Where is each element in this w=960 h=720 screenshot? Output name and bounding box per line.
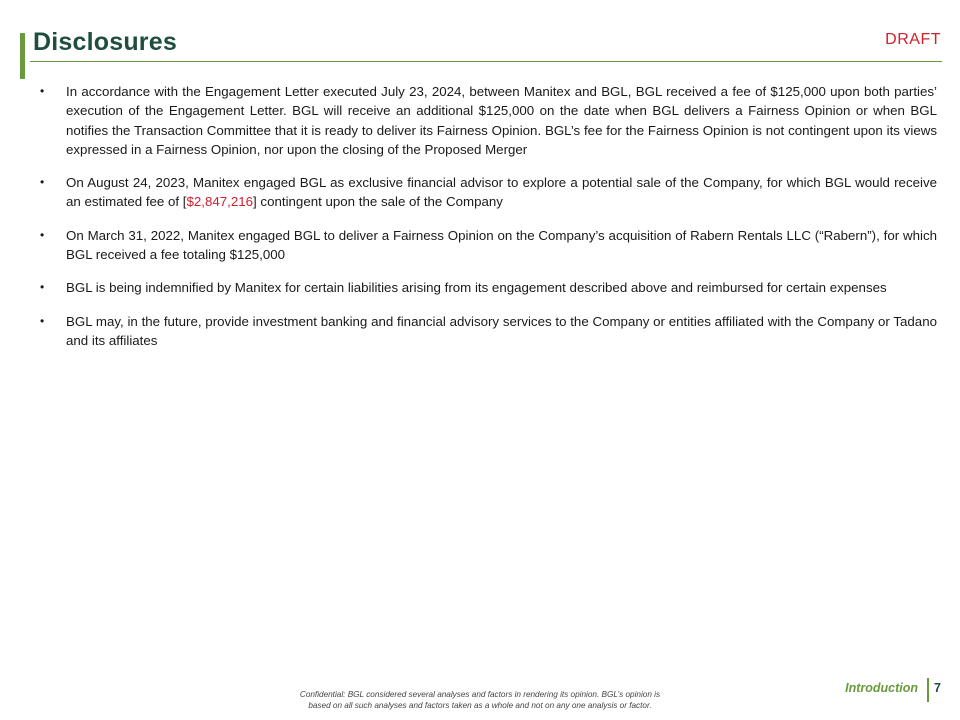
footer-section-label: Introduction (845, 681, 918, 695)
disclosure-item-indemnification (40, 278, 937, 297)
disclosure-item-rabern (40, 226, 937, 265)
disclosure-text: In accordance with the Engagement Letter executed July 23, 2024, between Manitex and BGL, BGL received a fee of $125,000 upon both parties’ execution of the Engagement Letter. BGL will receive an additional $125,000 on the date when BGL delivers a Fairness Opinion or when BGL notifies the Transaction Committee that it is ready to deliver its Fairness Opinion. BGL’s fee for the Fairness Opinion is not contingent upon its views expressed in a Fairness Opinion, nor upon the closing of the Proposed Merger (66, 84, 937, 157)
disclosure-text-before: On August 24, 2023, Manitex engaged BGL as exclusive financial advisor to explore a potential sale of the Company, for which BGL would receive an estimated fee of [ (66, 175, 937, 210)
disclosure-item-sale-advisor (40, 173, 937, 212)
disclosure-item-future-services (40, 312, 937, 351)
page-title: Disclosures (33, 28, 177, 56)
disclosure-item-engagement-letter (40, 82, 937, 159)
estimated-fee-highlight: $2,847,216 (186, 194, 254, 210)
bullet-icon: • (40, 313, 45, 328)
disclosure-text: On March 31, 2022, Manitex engaged BGL to deliver a Fairness Opinion on the Company’s acquisition of Rabern Rentals LLC (“Rabern”), for which BGL received a fee totaling $125,000 (66, 227, 937, 263)
disclaimer-line-2: based on all such analyses and factors taken as a whole and not on any one analysis or factor. (308, 701, 652, 710)
disclosure-text: BGL is being indemnified by Manitex for certain liabilities arising from its engagement described above and reimbursed for certain expenses (66, 280, 887, 296)
draft-label: DRAFT (885, 31, 941, 48)
title-underline (30, 61, 942, 62)
bullet-icon: • (40, 175, 45, 190)
bullet-icon: • (40, 280, 45, 295)
bullet-icon: • (40, 84, 45, 98)
disclosure-text: BGL may, in the future, provide investment banking and financial advisory services to the Company or entities affiliated with the Company or Tadano and its affiliates (66, 313, 937, 348)
disclosure-list (40, 82, 937, 364)
page-number: 7 (934, 681, 941, 695)
bullet-icon: • (40, 227, 45, 242)
footer-divider (927, 678, 929, 702)
title-accent-bar (20, 33, 25, 79)
disclaimer-line-1: Confidential: BGL considered several analyses and factors in rendering its opinion. BGL’s opinion is (299, 690, 661, 699)
disclosure-text-after: ] contingent upon the sale of the Company (253, 194, 503, 210)
confidential-disclaimer (275, 689, 685, 711)
